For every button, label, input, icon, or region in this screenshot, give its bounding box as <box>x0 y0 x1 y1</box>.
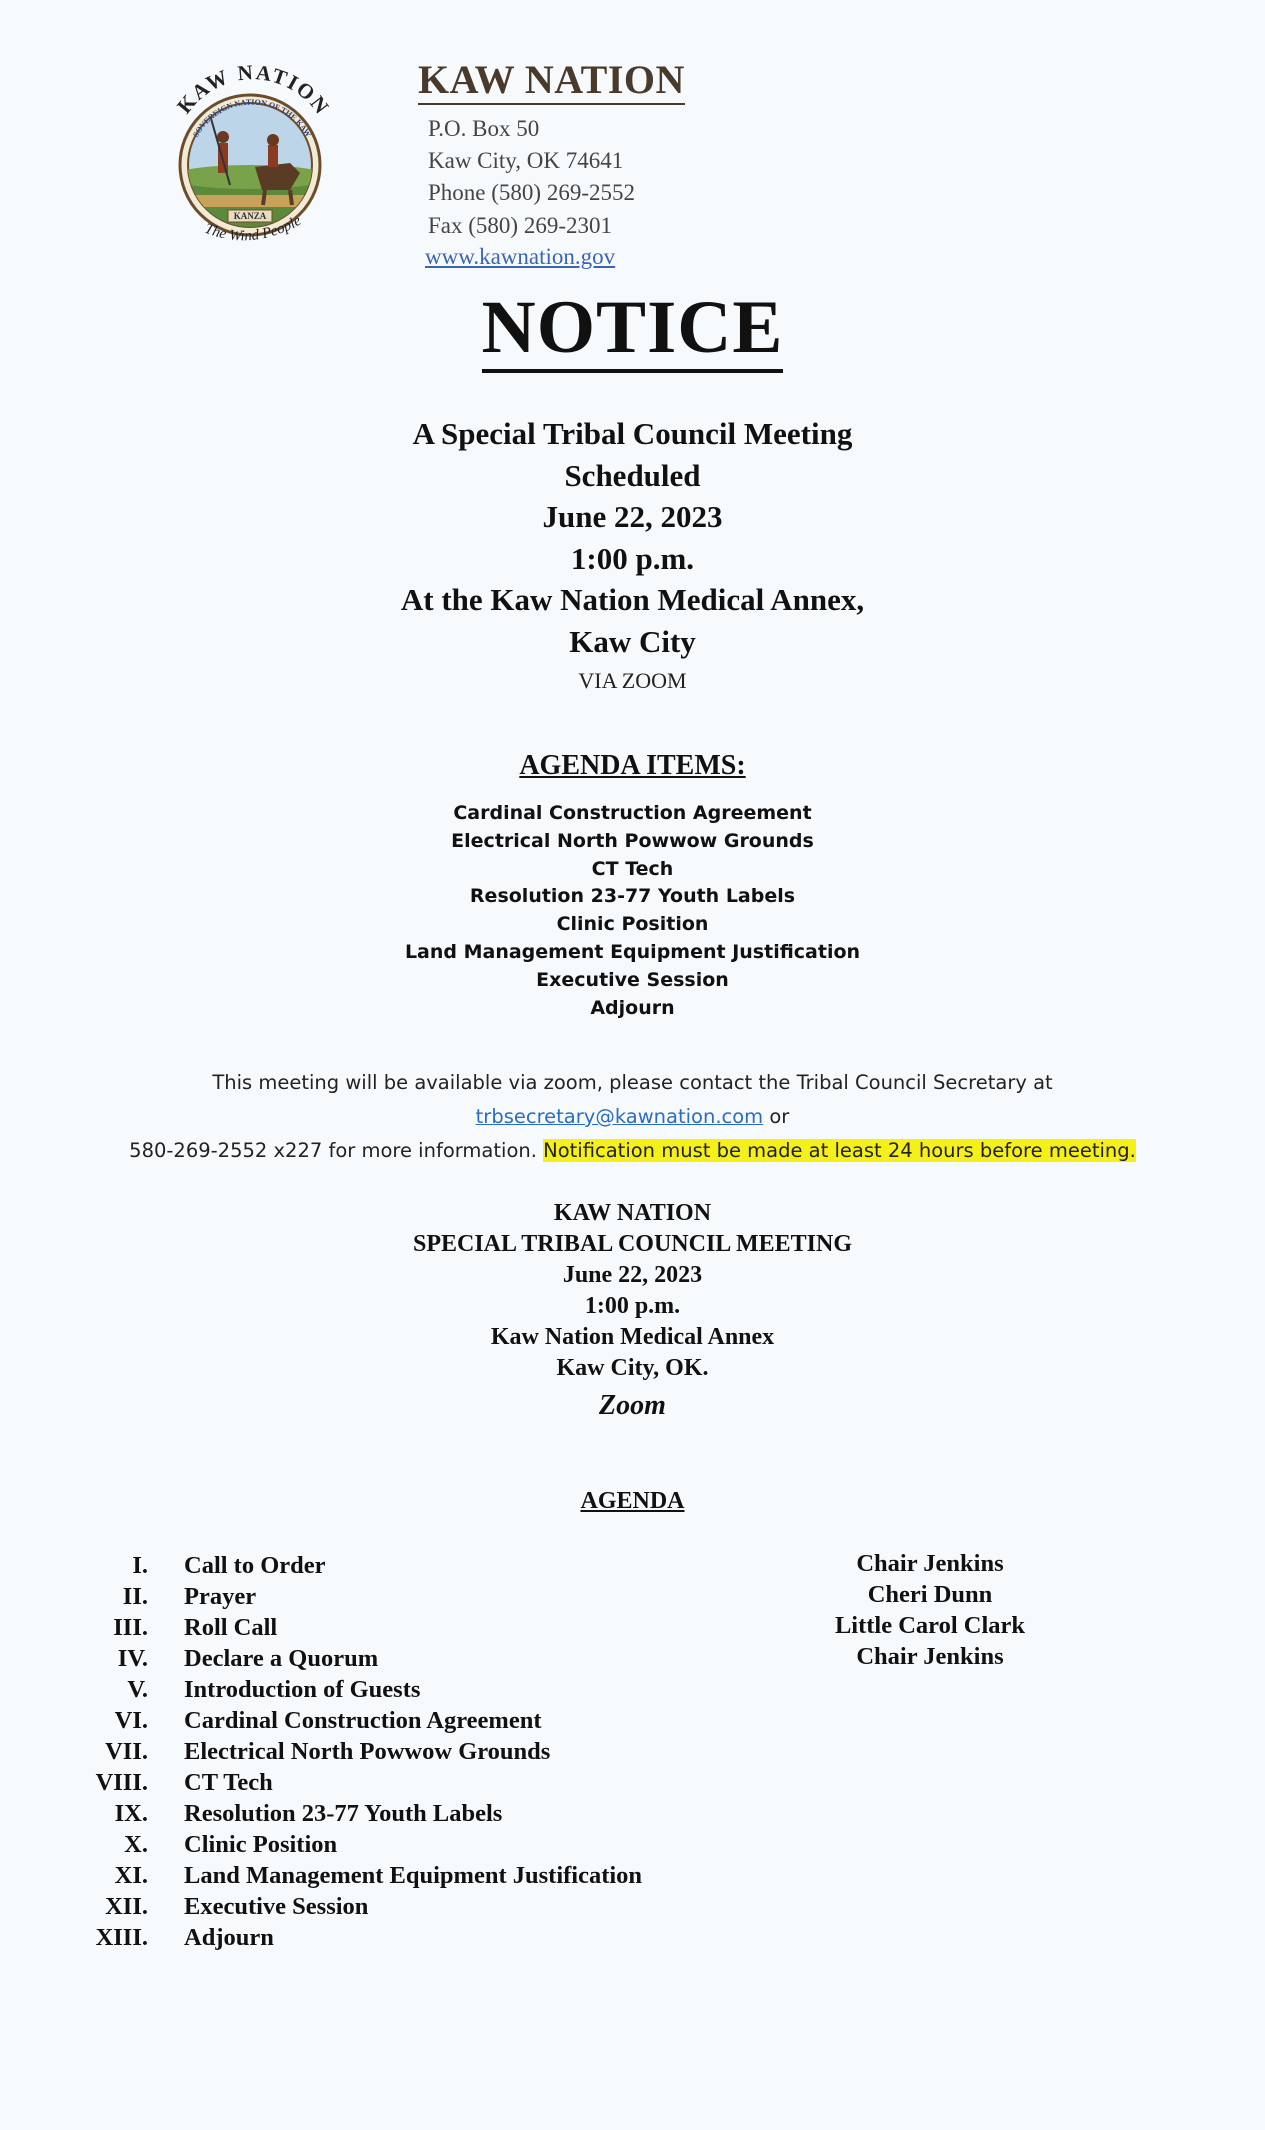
agenda-items-list <box>0 800 1265 1022</box>
agenda-row <box>60 1581 700 1612</box>
org-name: KAW NATION <box>418 58 685 105</box>
email-link[interactable]: trbsecretary@kawnation.com <box>475 1105 764 1128</box>
agenda-items-heading: AGENDA ITEMS: <box>519 750 746 781</box>
agenda-item: Adjourn <box>184 1924 274 1951</box>
agenda-list <box>60 1550 700 1953</box>
agenda-row <box>60 1922 700 1953</box>
agenda-row <box>60 1891 700 1922</box>
presenter: Chair Jenkins <box>856 1550 1004 1577</box>
agenda-row <box>60 1643 700 1674</box>
agenda-num: VI. <box>114 1707 148 1734</box>
agenda-num: XII. <box>105 1893 148 1920</box>
fax: Fax (580) 269-2301 <box>428 213 612 238</box>
notification-highlight: Notification must be made at least 24 hours before meeting. <box>543 1139 1136 1162</box>
list-item: Electrical North Powwow Grounds <box>451 829 814 852</box>
agenda-num: X. <box>124 1831 148 1858</box>
agenda-row <box>60 1705 700 1736</box>
list-item: CT Tech <box>591 857 674 880</box>
presenter: Little Carol Clark <box>834 1612 1026 1639</box>
agenda-items-heading-wrap <box>0 750 1265 782</box>
address-line2: Kaw City, OK 74641 <box>428 148 624 173</box>
address-line1: P.O. Box 50 <box>428 116 540 141</box>
seal-motto: The Wind People <box>202 212 304 245</box>
agenda-sub-header <box>0 1198 1265 1384</box>
zoom-info <box>80 1066 1185 1168</box>
sub-date: June 22, 2023 <box>562 1262 703 1288</box>
notice-title: NOTICE <box>482 287 784 373</box>
agenda-heading: AGENDA <box>580 1488 685 1514</box>
info-line2: 580-269-2552 x227 for more information. <box>129 1139 544 1162</box>
agenda-row <box>60 1674 700 1705</box>
sub-line2: SPECIAL TRIBAL COUNCIL MEETING <box>412 1231 852 1257</box>
agenda-item: Introduction of Guests <box>184 1676 421 1703</box>
agenda-num: IV. <box>117 1645 148 1672</box>
meeting-line1: A Special Tribal Council Meeting <box>412 416 853 451</box>
info-text: This meeting will be available via zoom, please contact the Tribal Council Secretary at <box>212 1071 1053 1094</box>
agenda-item: Declare a Quorum <box>184 1645 379 1672</box>
agenda-item: Cardinal Construction Agreement <box>184 1707 542 1734</box>
agenda-item: Clinic Position <box>184 1831 338 1858</box>
phone: Phone (580) 269-2552 <box>428 180 635 205</box>
via-zoom: VIA ZOOM <box>578 668 687 693</box>
presenter: Chair Jenkins <box>856 1643 1004 1670</box>
agenda-num: XI. <box>114 1862 148 1889</box>
agenda-row <box>60 1736 700 1767</box>
seal-top-text: KAW NATION <box>172 60 335 120</box>
agenda-row <box>60 1612 700 1643</box>
sub-zoom: Zoom <box>599 1390 666 1421</box>
agenda-num: I. <box>132 1552 148 1579</box>
agenda-num: II. <box>122 1583 148 1610</box>
info-text-after: or <box>763 1105 790 1128</box>
agenda-item: Roll Call <box>184 1614 278 1641</box>
seal-banner-text: KANZA <box>233 211 267 221</box>
sub-city: Kaw City, OK. <box>556 1355 709 1381</box>
list-item: Resolution 23-77 Youth Labels <box>469 885 796 908</box>
meeting-details <box>0 413 1265 662</box>
agenda-row <box>60 1860 700 1891</box>
list-item: Adjourn <box>590 996 675 1019</box>
agenda-item: Executive Session <box>184 1893 369 1920</box>
list-item: Land Management Equipment Justification <box>404 940 861 963</box>
presenters-list <box>790 1548 1070 1672</box>
notice-heading-wrap <box>0 287 1265 373</box>
list-item: Cardinal Construction Agreement <box>453 802 812 824</box>
seal-ring-text: SOVEREIGN NATION OF THE KAW <box>191 97 313 139</box>
list-item: Executive Session <box>536 968 729 991</box>
agenda-item: Prayer <box>184 1583 257 1610</box>
agenda-num: VII. <box>105 1738 148 1765</box>
sub-line1: KAW NATION <box>553 1200 712 1226</box>
meeting-time: 1:00 p.m. <box>570 540 695 576</box>
meeting-location2: Kaw City <box>569 623 696 659</box>
agenda-item: Call to Order <box>184 1552 326 1579</box>
website-link[interactable]: www.kawnation.gov <box>425 244 616 269</box>
agenda-num: V. <box>127 1676 148 1703</box>
agenda-item: Electrical North Powwow Grounds <box>184 1738 551 1765</box>
sub-location: Kaw Nation Medical Annex <box>490 1324 775 1350</box>
kaw-nation-seal <box>150 55 350 255</box>
sub-time: 1:00 p.m. <box>584 1293 681 1319</box>
presenter: Cheri Dunn <box>867 1581 993 1608</box>
agenda-num: VIII. <box>95 1769 148 1796</box>
agenda-row <box>60 1798 700 1829</box>
agenda-num: XIII. <box>95 1924 148 1951</box>
agenda-heading-wrap <box>0 1488 1265 1515</box>
agenda-num: III. <box>113 1614 148 1641</box>
agenda-num: IX. <box>114 1800 148 1827</box>
agenda-item: CT Tech <box>184 1769 273 1796</box>
agenda-row <box>60 1550 700 1581</box>
meeting-location1: At the Kaw Nation Medical Annex, <box>400 582 865 617</box>
list-item: Clinic Position <box>556 913 709 936</box>
agenda-item: Resolution 23-77 Youth Labels <box>184 1800 503 1827</box>
agenda-row <box>60 1767 700 1798</box>
agenda-row <box>60 1829 700 1860</box>
agenda-item: Land Management Equipment Justification <box>184 1862 643 1889</box>
meeting-date: June 22, 2023 <box>542 499 723 534</box>
meeting-line2: Scheduled <box>564 457 701 493</box>
